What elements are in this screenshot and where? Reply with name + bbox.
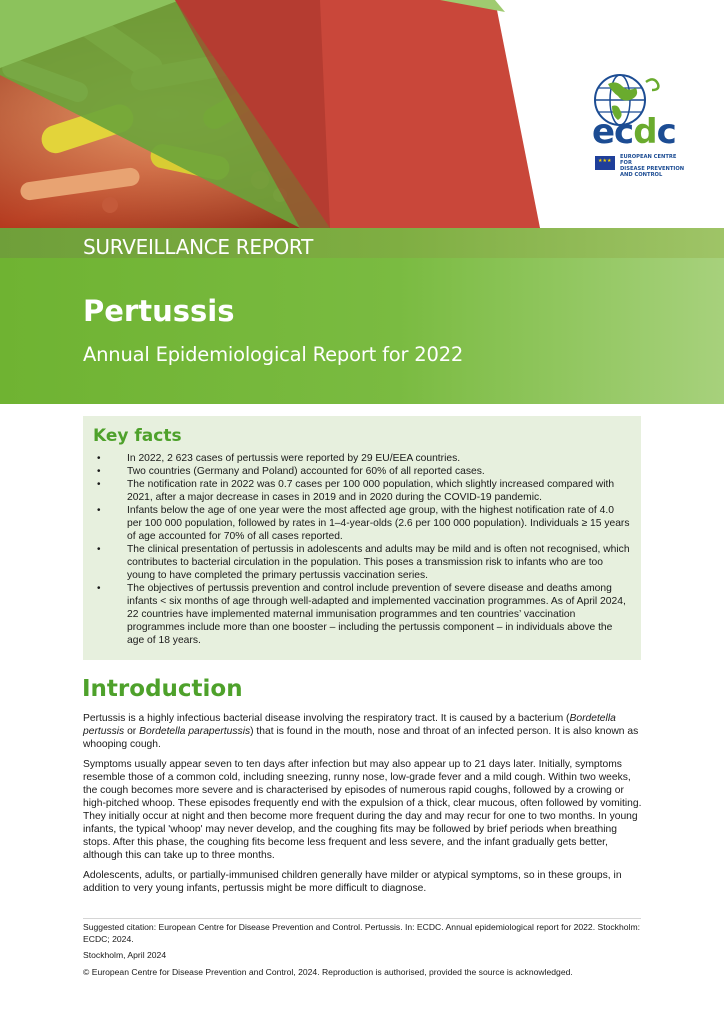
key-fact-item: • Infants below the age of one year were the most affected age group, with the highest notification rate of 4.0 per 100 000 population, followed by rates in 1–4-year-olds (2.6 per 100 000 population). Individuals ≥ 15 years of age accounted for 70% of all cases reported. [93,504,631,543]
eu-flag-icon: ★★★ [595,156,615,170]
introduction-body [83,712,645,902]
key-facts-list [93,452,631,647]
report-title: Pertussis [83,294,235,328]
key-facts-box [83,416,641,660]
ecdc-full-name: EUROPEAN CENTRE FOR DISEASE PREVENTION AND CONTROL [620,154,685,178]
intro-paragraph: Symptoms usually appear seven to ten days after infection but may also appear up to 21 days later. Initially, symptoms resemble those of a common cold, including sneezing, runny nose, low-grade fever and a mild cough. Within two weeks, the cough becomes more severe and is characterised by episodes of numerous rapid coughs, followed by a crowing or high-pitched whoop. These episodes frequently end with the expulsion of a thick, clear mucous, often followed by vomiting. They initially occur at night and then become more frequent during the day and may recur for one to two months. In young infants, the typical 'whoop' may never develop, and the coughing fits may be followed by brief periods when breathing stops. After this phase, the coughing fits become less frequent and less severe, and the infant gradually gets better, although this can take up to three months. [83,759,642,861]
intro-paragraph: Pertussis is a highly infectious bacterial disease involving the respiratory tract. It is caused by a bacterium (Bordetella pertussis or Bordetella parapertussis) that is found in the mouth, nose and throat of an infected person. It is also known as whooping cough. [83,713,639,750]
ecdc-wordmark: ecdc [592,112,676,152]
key-fact-item: • The notification rate in 2022 was 0.7 cases per 100 000 population, which slightly increased compared with 2021, after a major decrease in cases in 2019 and in 2020 during the COVID-19 pandemic. [93,478,631,504]
key-fact-item: • Two countries (Germany and Poland) accounted for 60% of all reported cases. [93,465,631,478]
key-fact-item: • The objectives of pertussis prevention and control include prevention of severe disease and deaths among infants < six months of age through well-adapted and implemented vaccination programmes. As of April 2024, 22 countries have implemented maternal immunisation programmes and ten countries’ vaccination programmes include more than one booster – including the pertussis component – in individuals above the age of 18 years. [93,582,631,647]
suggested-citation: Suggested citation: European Centre for Disease Prevention and Control. Pertussis. In: ECDC. Annual epidemiological report for 2022. Stockholm: ECDC; 2024. [83,922,640,944]
report-subtitle: Annual Epidemiological Report for 2022 [83,343,464,366]
key-fact-item: • The clinical presentation of pertussis in adolescents and adults may be mild and is often not recognised, which contributes to bacterial circulation in the population. This poses a transmission risk to infants who are too young to have completed the primary pertussis vaccination series. [93,543,631,582]
ecdc-logo [568,70,692,178]
report-type: SURVEILLANCE REPORT [83,235,313,259]
key-fact-item: • In 2022, 2 623 cases of pertussis were reported by 29 EU/EEA countries. [93,452,631,465]
title-band [0,258,724,404]
key-facts-heading: Key facts [93,426,182,446]
species-name: Bordetella parapertussis [139,726,251,737]
species-name: Bordetella pertussis [83,713,616,737]
introduction-heading: Introduction [82,676,243,702]
footer [83,918,641,983]
intro-paragraph: Adolescents, adults, or partially-immunised children generally have milder or atypical symptoms, so in these groups, in addition to very young infants, pertussis might be more difficult to diagnose. [83,870,622,894]
place-date: Stockholm, April 2024 [83,950,167,960]
copyright: © European Centre for Disease Prevention and Control, 2024. Reproduction is authorised, provided the source is acknowledged. [83,966,573,977]
